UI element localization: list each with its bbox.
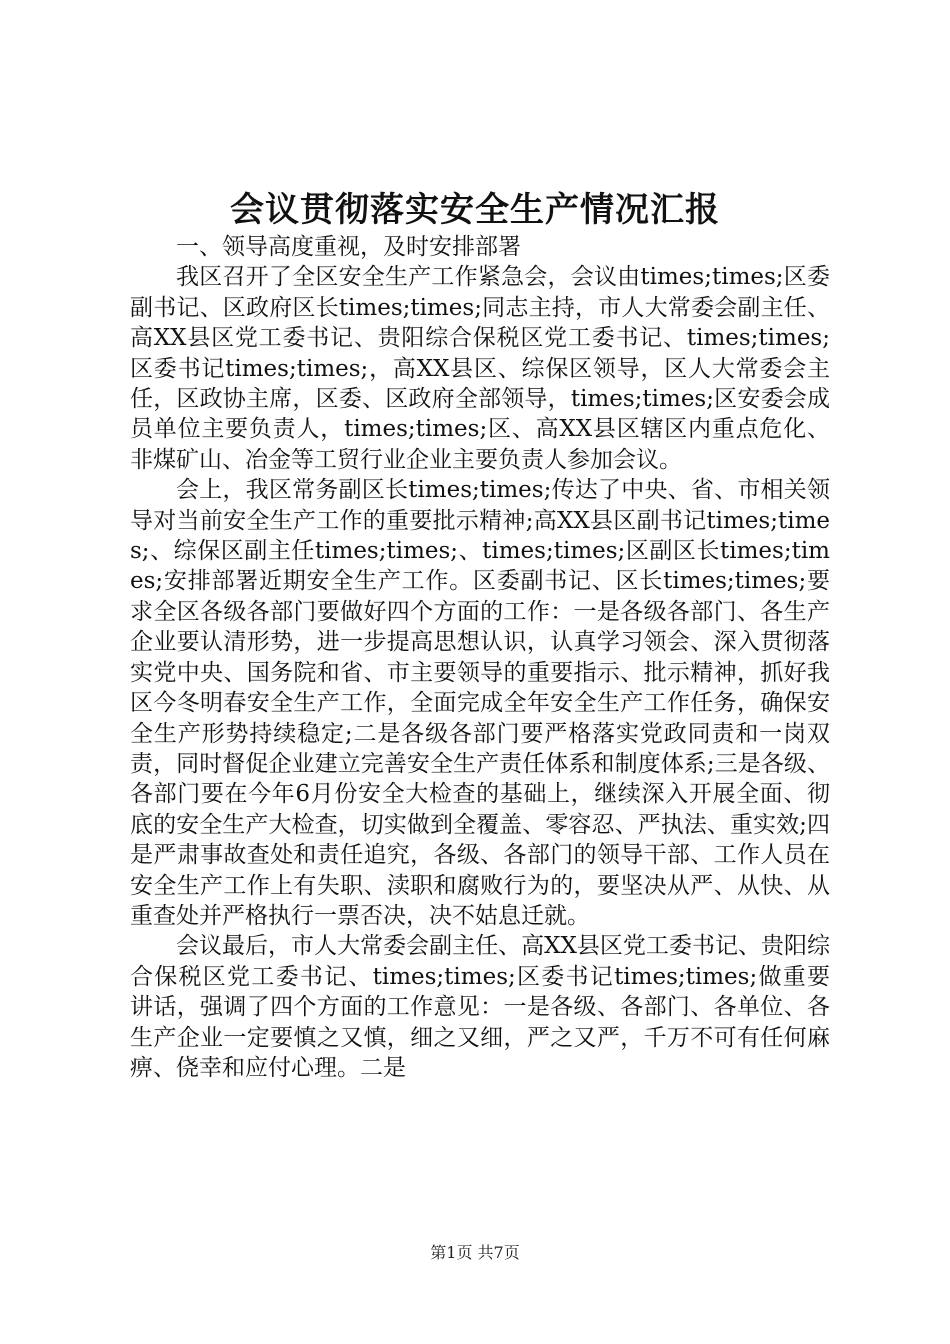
paragraph: 会议最后，市人大常委会副主任、高XX县区党工委书记、贵阳综合保税区党工委书记、times;times;区委书记times;times;做重要讲话，强调了四个方面的工作意见：一是各级、各部门、各单位、各生产企业一定要慎之又慎，细之又细，严之又严，千万不可有任何麻痹、侥幸和应付心理。二是 xyxy=(130,933,830,1081)
paragraph: 我区召开了全区安全生产工作紧急会，会议由times;times;区委副书记、区政府区长times;times;同志主持，市人大常委会副主任、高XX县区党工委书记、贵阳综合保税区党工委书记、times;times;区委书记times;times;，高XX县区、综保区领导，区人大常委会主任，区政协主席，区委、区政府全部领导，times;times;区安委会成员单位主要负责人，times;times;区、高XX县区辖区内重点危化、非煤矿山、冶金等工贸行业企业主要负责人参加会议。 xyxy=(130,264,830,473)
section-heading: 一、领导高度重视，及时安排部署 xyxy=(176,234,521,260)
document-body xyxy=(130,232,830,1083)
page-number-footer: 第1页 共7页 xyxy=(430,1243,520,1262)
document-title: 会议贯彻落实安全生产情况汇报 xyxy=(230,190,720,230)
paragraph: 会上，我区常务副区长times;times;传达了中央、省、市相关领导对当前安全生产工作的重要批示精神;高XX县区副书记times;times;、综保区副主任times;times;、times;times;区副区长times;times;安排部署近期安全生产工作。区委副书记、区长times;times;要求全区各级各部门要做好四个方面的工作：一是各级各部门、各生产企业要认清形势，进一步提高思想认识，认真学习领会、深入贯彻落实党中央、国务院和省、市主要领导的重要指示、批示精神，抓好我区今冬明春安全生产工作，全面完成全年安全生产工作任务，确保安全生产形势持续稳定;二是各级各部门要严格落实党政同责和一岗双责，同时督促企业建立完善安全生产责任体系和制度体系;三是各级、各部门要在今年6月份安全大检查的基础上，继续深入开展全面、彻底的安全生产大检查，切实做到全覆盖、零容忍、严执法、重实效;四是严肃事故查处和责任追究，各级、各部门的领导干部、工作人员在安全生产工作上有失职、渎职和腐败行为的，要坚决从严、从快、从重查处并严格执行一票否决，决不姑息迁就。 xyxy=(130,477,830,929)
